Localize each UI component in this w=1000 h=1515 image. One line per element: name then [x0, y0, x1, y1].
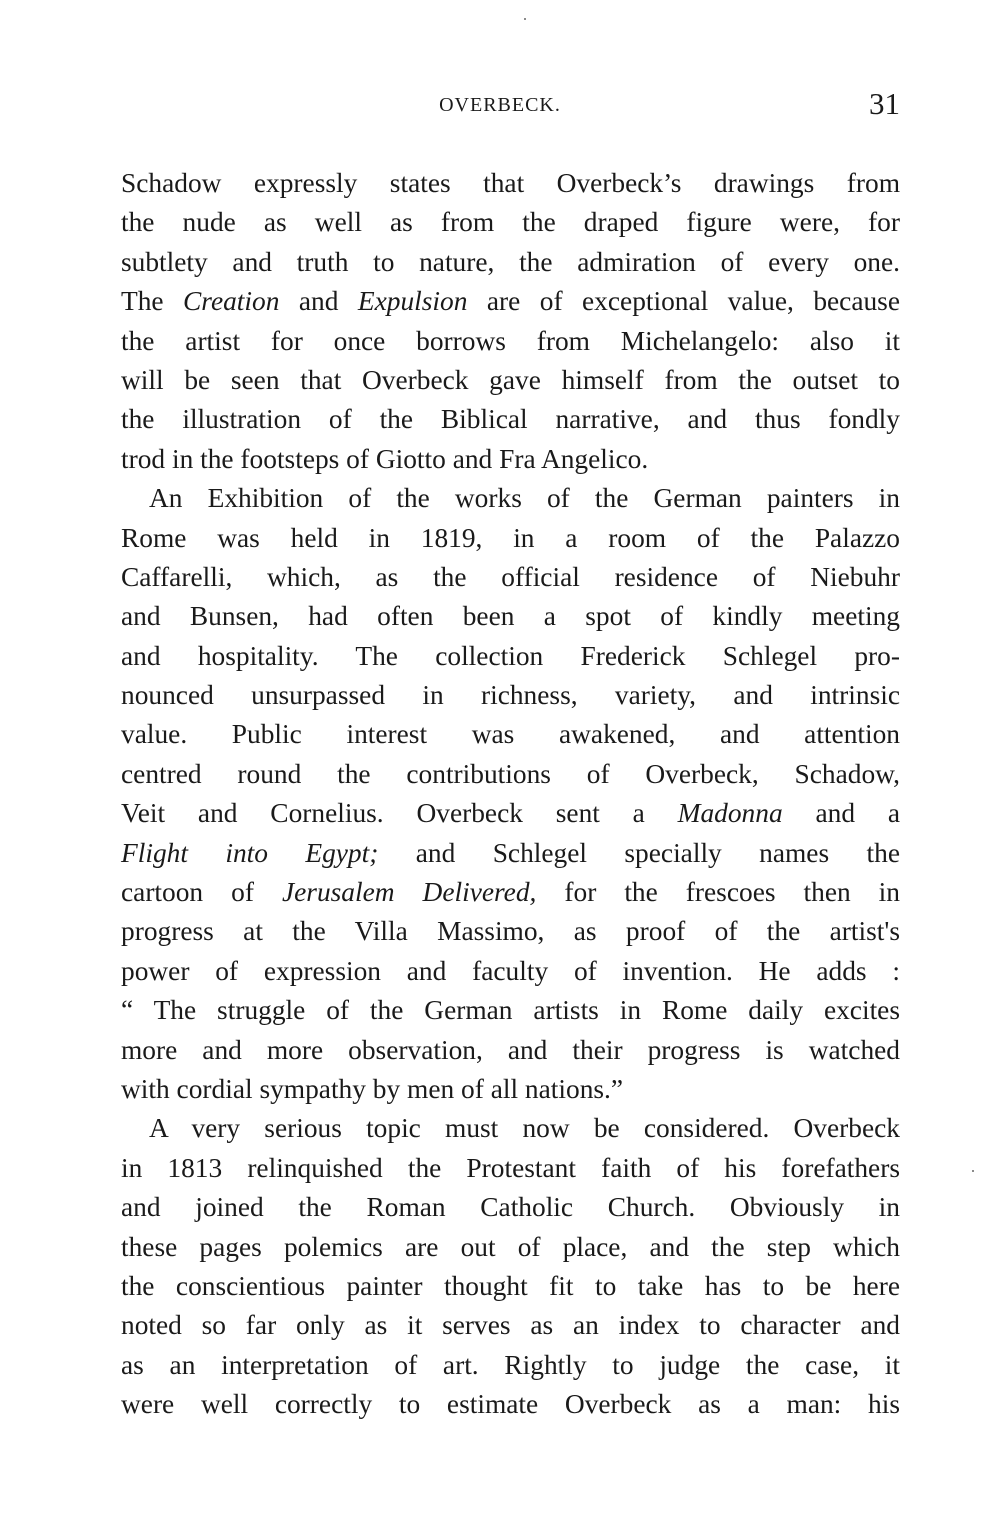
text-run: for the frescoes then in — [536, 877, 900, 908]
italic-title: Jerusalem Delivered, — [281, 877, 537, 908]
text-run: trod in the footsteps of Giotto and Fra Angelico. — [121, 443, 649, 474]
italic-title: Creation — [183, 286, 280, 317]
text-line — [121, 1149, 900, 1188]
scan-speck — [972, 1170, 974, 1172]
text-run: with cordial sympathy by men of all nations.” — [121, 1073, 624, 1104]
text-run: and hospitality. The collection Frederick Schlegel pro- — [121, 640, 900, 671]
italic-title: Expulsion — [357, 286, 468, 317]
text-line — [121, 203, 900, 242]
text-run: Schadow expressly states that Overbeck’s drawings from — [121, 168, 900, 198]
text-run: noted so far only as it serves as an index to character and — [121, 1310, 900, 1341]
text-run: nounced unsurpassed in richness, variety, and intrinsic — [121, 680, 900, 711]
text-run: and Schlegel specially names the — [378, 837, 900, 868]
text-line — [121, 873, 900, 912]
text-line — [121, 637, 900, 676]
text-line — [121, 1070, 900, 1109]
text-run: were well correctly to estimate Overbeck as a man: his — [121, 1389, 900, 1420]
text-line — [121, 1188, 900, 1227]
text-run: centred round the contributions of Overbeck, Schadow, — [121, 758, 900, 789]
text-run: are of exceptional value, because — [467, 286, 900, 317]
text-line — [121, 715, 900, 754]
text-run: value. Public interest was awakened, and attention — [121, 719, 900, 750]
text-run: the artist for once borrows from Michelangelo: also it — [121, 325, 900, 356]
text-run: Rome was held in 1819, in a room of the Palazzo — [121, 522, 900, 553]
text-line — [121, 1385, 900, 1424]
text-run: in 1813 relinquished the Protestant faith of his forefathers — [121, 1152, 900, 1183]
text-line — [121, 1306, 900, 1345]
text-run: and — [279, 286, 358, 317]
text-line — [121, 912, 900, 951]
text-line — [121, 558, 900, 597]
text-run: A very serious topic must now be considered. Overbeck — [149, 1113, 900, 1144]
text-run: more and more observation, and their progress is watched — [121, 1034, 900, 1065]
scan-speck — [524, 18, 526, 20]
text-line — [121, 479, 900, 518]
text-line — [121, 400, 900, 439]
text-run: and joined the Roman Catholic Church. Obviously in — [121, 1192, 900, 1223]
text-line — [121, 1267, 900, 1306]
text-line — [121, 1109, 900, 1148]
text-line — [121, 794, 900, 833]
text-line — [121, 361, 900, 400]
text-line — [121, 322, 900, 361]
text-line — [121, 991, 900, 1030]
text-line — [121, 952, 900, 991]
text-line — [121, 243, 900, 282]
text-run: these pages polemics are out of place, and the step which — [121, 1231, 900, 1262]
text-line — [121, 1346, 900, 1385]
italic-title: Madonna — [677, 798, 783, 829]
text-run: the nude as well as from the draped figure were, for — [121, 207, 900, 238]
body-text — [121, 164, 900, 1425]
text-run: and Bunsen, had often been a spot of kindly meeting — [121, 601, 900, 632]
text-run: Caffarelli, which, as the official residence of Niebuhr — [121, 561, 900, 592]
page-number: 31 — [869, 86, 900, 121]
text-run: The — [121, 286, 184, 317]
text-line — [121, 1228, 900, 1267]
italic-title: Flight into Egypt; — [121, 837, 379, 868]
text-line — [121, 440, 900, 479]
text-line — [121, 755, 900, 794]
text-run: An Exhibition of the works of the German painters in — [149, 483, 900, 514]
text-line — [121, 834, 900, 873]
text-run: and a — [782, 798, 900, 829]
text-line — [121, 597, 900, 636]
text-line — [121, 1031, 900, 1070]
text-run: subtlety and truth to nature, the admiration of every one. — [121, 246, 900, 277]
text-run: power of expression and faculty of invention. He adds : — [121, 955, 900, 986]
text-run: as an interpretation of art. Rightly to judge the case, it — [121, 1349, 900, 1380]
text-run: Veit and Cornelius. Overbeck sent a — [121, 798, 678, 829]
text-run: will be seen that Overbeck gave himself from the outset to — [121, 364, 900, 395]
text-run: progress at the Villa Massimo, as proof of the artist's — [121, 916, 900, 947]
text-run: “ The struggle of the German artists in Rome daily excites — [121, 995, 900, 1026]
running-title: OVERBECK. — [439, 94, 561, 116]
text-run: the illustration of the Biblical narrative, and thus fondly — [121, 404, 900, 435]
text-line — [121, 164, 900, 203]
text-line — [121, 282, 900, 321]
text-run: the conscientious painter thought fit to take has to be here — [121, 1270, 900, 1301]
text-line — [121, 519, 900, 558]
text-line — [121, 676, 900, 715]
text-run: cartoon of — [121, 877, 282, 908]
